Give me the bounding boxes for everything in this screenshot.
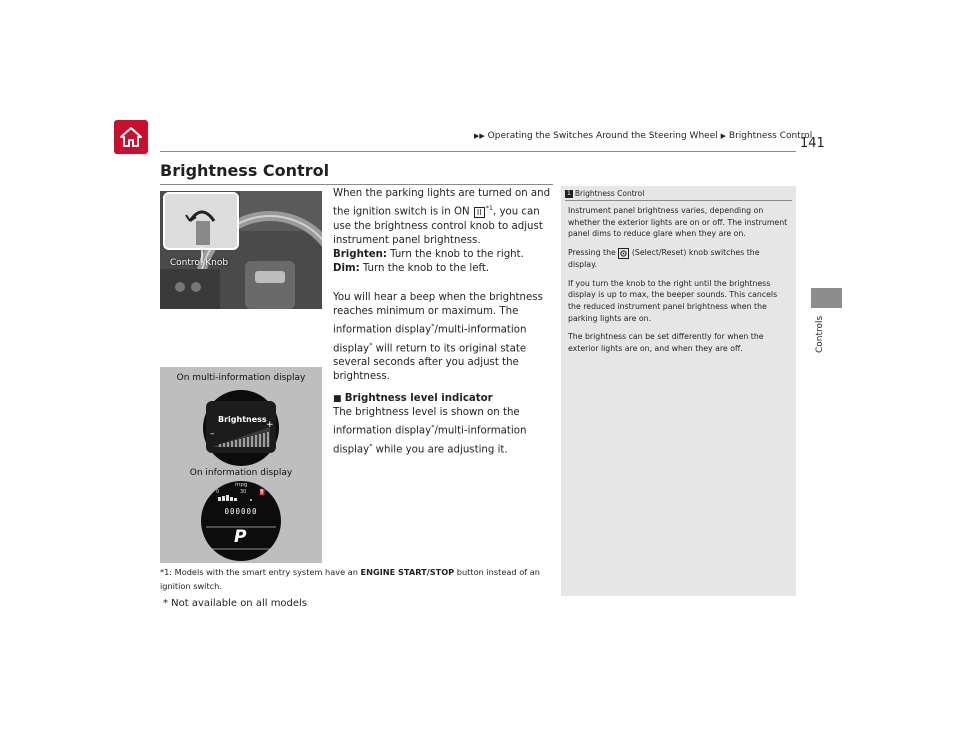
breadcrumb <box>474 131 812 141</box>
fuel-pump-icon: ⛽ <box>259 489 267 496</box>
section-heading: ■ Brightness level indicator <box>333 392 493 404</box>
availability-star: * <box>431 423 435 432</box>
availability-star: * <box>369 441 373 450</box>
dim-instruction: Dim: Turn the knob to the left. <box>333 263 490 275</box>
chapter-tab-label: Controls <box>815 315 825 353</box>
minus-icon: – <box>210 429 215 439</box>
gauge-mpg-label: mpg <box>235 482 248 488</box>
availability-note: * Not available on all models <box>163 598 308 609</box>
odometer-readout: 000000 <box>224 507 258 516</box>
brightness-display-figure <box>160 367 322 563</box>
sidebar-note-divider <box>565 200 792 201</box>
multi-info-display-illustration <box>160 383 322 473</box>
note-paragraph: If you turn the knob to the right until the brightness display is up to max, the beeper sounds. This cancels the reduced instrument panel brightness when the parking lights are on. <box>568 278 778 323</box>
header-divider <box>160 151 796 152</box>
main-body-text <box>333 187 551 457</box>
gear-indicator: P <box>234 527 247 547</box>
note-paragraph: Instrument panel brightness varies, depending on whether the exterior lights are on or off. The instrument panel dims to reduce glare when they are on. <box>568 206 788 239</box>
home-icon <box>119 126 143 148</box>
control-knob-figure <box>160 191 322 309</box>
title-divider <box>160 184 553 185</box>
gauge-mid-label: 30 <box>240 489 247 495</box>
select-reset-knob-icon <box>618 248 629 259</box>
availability-star: * <box>369 340 373 349</box>
gauge-min-label: 0 <box>216 489 220 495</box>
sidebar-note <box>561 186 796 596</box>
breadcrumb-arrow-icon: ▶ <box>720 132 727 140</box>
home-button[interactable] <box>114 120 148 154</box>
chapter-tab[interactable] <box>811 288 842 308</box>
footnote-ref[interactable]: *1 <box>485 204 493 213</box>
breadcrumb-link-section[interactable]: Operating the Switches Around the Steering Wheel <box>487 131 718 141</box>
steering-wheel-illustration <box>160 191 322 309</box>
note-paragraph: The brightness can be set differently for when the exterior lights are on, and when they are off. <box>568 332 764 354</box>
info-display-caption: On information display <box>189 468 293 478</box>
note-number-badge: 1 <box>567 190 571 197</box>
page-title: Brightness Control <box>160 161 330 180</box>
ignition-position-badge: II <box>474 207 485 218</box>
plus-icon: + <box>266 420 274 430</box>
multi-info-caption: On multi-information display <box>176 373 306 383</box>
sidebar-note-body <box>568 205 790 355</box>
availability-star: * <box>431 322 435 331</box>
section-marker-icon: ■ <box>333 393 342 404</box>
brighten-instruction: Brighten: Turn the knob to the right. <box>333 249 524 261</box>
sidebar-note-heading: 1 Brightness Control <box>567 189 645 198</box>
indicator-paragraph: The brightness level is shown on the information display*/multi-information display* while you are adjusting it. <box>333 406 527 455</box>
page-number: 141 <box>800 136 825 151</box>
engine-start-stop-term: ENGINE START/STOP <box>360 567 455 577</box>
beep-paragraph: You will hear a beep when the brightness reaches minimum or maximum. The information display*/multi-information display* will return to its original state several seconds after you adjust the brightness. <box>333 291 543 383</box>
footnote: *1: Models with the smart entry system have an ENGINE START/STOP button instead of an ignition switch. <box>160 567 540 591</box>
breadcrumb-current: Brightness Control <box>728 131 813 141</box>
brightness-screen-label: Brightness <box>218 415 267 424</box>
intro-paragraph: When the parking lights are turned on and the ignition switch is in ON II $^{*1}$, you can use the brightness control knob to adjust instrument panel brightness. <box>333 188 551 246</box>
note-paragraph: Pressing the (Select/Reset) knob switches the display. <box>568 248 760 269</box>
breadcrumb-arrow-icon: ▶▶ <box>474 132 485 140</box>
control-knob-label: Control Knob <box>169 258 229 268</box>
